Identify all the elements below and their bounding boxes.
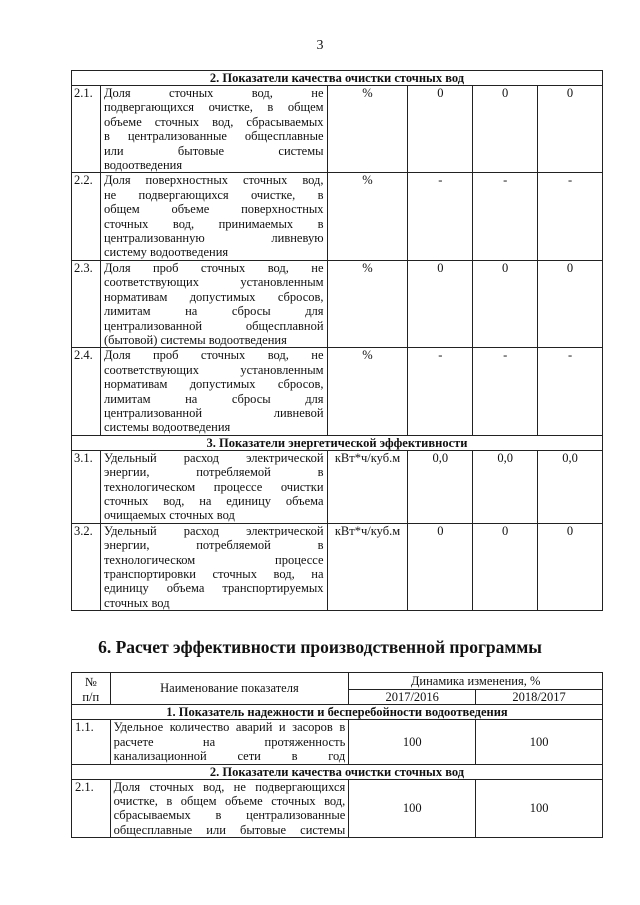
table-row bbox=[72, 260, 603, 347]
line: общесплавные или бытовые системы bbox=[113, 822, 346, 837]
section-2-title: 2. Показатели качества очистки сточных вод bbox=[72, 71, 603, 86]
row-number: 2.1. bbox=[72, 779, 111, 838]
unit-cell: % bbox=[327, 260, 408, 347]
indicator-name bbox=[100, 450, 327, 523]
line: Доля проб сточных вод, не bbox=[103, 260, 324, 275]
line: сточных вод, на единицу объема bbox=[103, 493, 324, 508]
line: Удельное количество аварий и засоров в bbox=[113, 720, 346, 735]
table-row bbox=[72, 720, 603, 764]
line: объеме сточных вод, сбрасываемых bbox=[103, 114, 324, 129]
indicator-name bbox=[100, 173, 327, 260]
indicators-table bbox=[71, 70, 603, 611]
value-year-1: 100 bbox=[349, 779, 476, 838]
line: не подвергающихся очистке, в bbox=[103, 187, 324, 202]
row-number: 2.1. bbox=[72, 86, 101, 173]
value-year-3: - bbox=[538, 348, 603, 435]
line: централизованной общесплавной bbox=[103, 318, 324, 333]
line: канализационной сети в год bbox=[113, 749, 346, 764]
line: транспортировки сточных вод, на bbox=[103, 567, 324, 581]
line: сточных вод bbox=[103, 595, 170, 610]
line: централизованную ливневую bbox=[103, 231, 324, 246]
section-3-title: 3. Показатели энергетической эффективности bbox=[72, 435, 603, 450]
value-year-2: 100 bbox=[476, 779, 603, 838]
line: нормативам допустимых сбросов, bbox=[103, 289, 324, 304]
line: (бытовой) системы водоотведения bbox=[103, 332, 287, 347]
col-year-1: 2017/2016 bbox=[349, 689, 476, 704]
table-row bbox=[72, 86, 603, 173]
line: очистке, в общем объеме сточных вод, bbox=[113, 793, 346, 808]
line: Доля сточных вод, не подвергающихся bbox=[113, 779, 346, 794]
value-year-1: - bbox=[408, 173, 473, 260]
line: подвергающихся очистке, в общем bbox=[103, 100, 324, 115]
line: общем объеме поверхностных bbox=[103, 202, 324, 217]
section-6-heading: 6. Расчет эффективности производственной программы bbox=[98, 637, 542, 657]
col-name: Наименование показателя bbox=[110, 673, 349, 705]
line: Доля сточных вод, не bbox=[103, 86, 324, 100]
t2-section-2-title: 2. Показатели качества очистки сточных вод bbox=[72, 764, 603, 779]
line: сбрасываемых в централизованные bbox=[113, 808, 346, 823]
col-num-bottom: п/п bbox=[72, 689, 111, 704]
table-row bbox=[72, 779, 603, 838]
line: лимитам на сбросы для bbox=[103, 391, 324, 406]
line: или бытовые системы bbox=[103, 143, 324, 158]
line: сточных вод, принимаемых в bbox=[103, 216, 324, 231]
value-year-2: 0 bbox=[473, 86, 538, 173]
indicator-name bbox=[110, 720, 349, 764]
table-row bbox=[72, 173, 603, 260]
col-year-2: 2018/2017 bbox=[476, 689, 603, 704]
line: системы водоотведения bbox=[103, 420, 231, 435]
value-year-3: - bbox=[538, 173, 603, 260]
indicator-name bbox=[110, 779, 349, 838]
table-row bbox=[72, 348, 603, 435]
line: нормативам допустимых сбросов, bbox=[103, 377, 324, 392]
header-row-1 bbox=[72, 673, 603, 690]
row-number: 2.4. bbox=[72, 348, 101, 435]
line: энергии, потребляемой в bbox=[103, 465, 324, 480]
value-year-1: 0 bbox=[408, 523, 473, 610]
indicator-name bbox=[100, 348, 327, 435]
unit-cell: % bbox=[327, 348, 408, 435]
t2-section-2-row bbox=[72, 764, 603, 779]
value-year-2: - bbox=[473, 173, 538, 260]
col-dynamics: Динамика изменения, % bbox=[349, 673, 603, 690]
value-year-2: 0 bbox=[473, 260, 538, 347]
section-2-header-row bbox=[72, 71, 603, 86]
row-number: 2.3. bbox=[72, 260, 101, 347]
line: соответствующих установленным bbox=[103, 275, 324, 290]
unit-cell: кВт*ч/куб.м bbox=[327, 450, 408, 523]
line: Доля поверхностных сточных вод, bbox=[103, 173, 324, 188]
line: водоотведения bbox=[103, 158, 183, 173]
line: Удельный расход электрической bbox=[103, 450, 324, 465]
value-year-2: 100 bbox=[476, 720, 603, 764]
unit-cell: % bbox=[327, 173, 408, 260]
t2-section-1-row bbox=[72, 705, 603, 720]
value-year-3: 0,0 bbox=[538, 450, 603, 523]
value-year-1: - bbox=[408, 348, 473, 435]
line: очищаемых сточных вод bbox=[103, 508, 235, 523]
value-year-3: 0 bbox=[538, 523, 603, 610]
line: технологическом процессе очистки bbox=[103, 479, 324, 494]
row-number: 3.1. bbox=[72, 450, 101, 523]
value-year-2: - bbox=[473, 348, 538, 435]
unit-cell: % bbox=[327, 86, 408, 173]
line: лимитам на сбросы для bbox=[103, 304, 324, 319]
line: технологическом процессе bbox=[103, 552, 324, 567]
row-number: 2.2. bbox=[72, 173, 101, 260]
line: централизованной ливневой bbox=[103, 405, 324, 420]
row-number: 3.2. bbox=[72, 523, 101, 610]
line: Удельный расход электрической bbox=[103, 523, 324, 538]
line: систему водоотведения bbox=[103, 245, 229, 260]
line: энергии, потребляемой в bbox=[103, 538, 324, 553]
value-year-3: 0 bbox=[538, 86, 603, 173]
table-row bbox=[72, 450, 603, 523]
page-number: 3 bbox=[316, 38, 324, 53]
line: в централизованные общесплавные bbox=[103, 129, 324, 144]
indicator-name bbox=[100, 86, 327, 173]
line: соответствующих установленным bbox=[103, 362, 324, 377]
line: Доля проб сточных вод, не bbox=[103, 348, 324, 363]
section-3-header-row bbox=[72, 435, 603, 450]
value-year-1: 100 bbox=[349, 720, 476, 764]
unit-cell: кВт*ч/куб.м bbox=[327, 523, 408, 610]
line: расчете на протяженность bbox=[113, 734, 346, 749]
value-year-1: 0,0 bbox=[408, 450, 473, 523]
value-year-1: 0 bbox=[408, 260, 473, 347]
col-num-top: № bbox=[72, 673, 111, 690]
row-number: 1.1. bbox=[72, 720, 111, 764]
t2-section-1-title: 1. Показатель надежности и бесперебойности водоотведения bbox=[72, 705, 603, 720]
indicator-name bbox=[100, 523, 327, 610]
efficiency-table bbox=[71, 672, 603, 838]
indicator-name bbox=[100, 260, 327, 347]
value-year-2: 0,0 bbox=[473, 450, 538, 523]
line: единицу объема транспортируемых bbox=[103, 581, 324, 596]
value-year-3: 0 bbox=[538, 260, 603, 347]
value-year-2: 0 bbox=[473, 523, 538, 610]
table-row bbox=[72, 523, 603, 610]
value-year-1: 0 bbox=[408, 86, 473, 173]
